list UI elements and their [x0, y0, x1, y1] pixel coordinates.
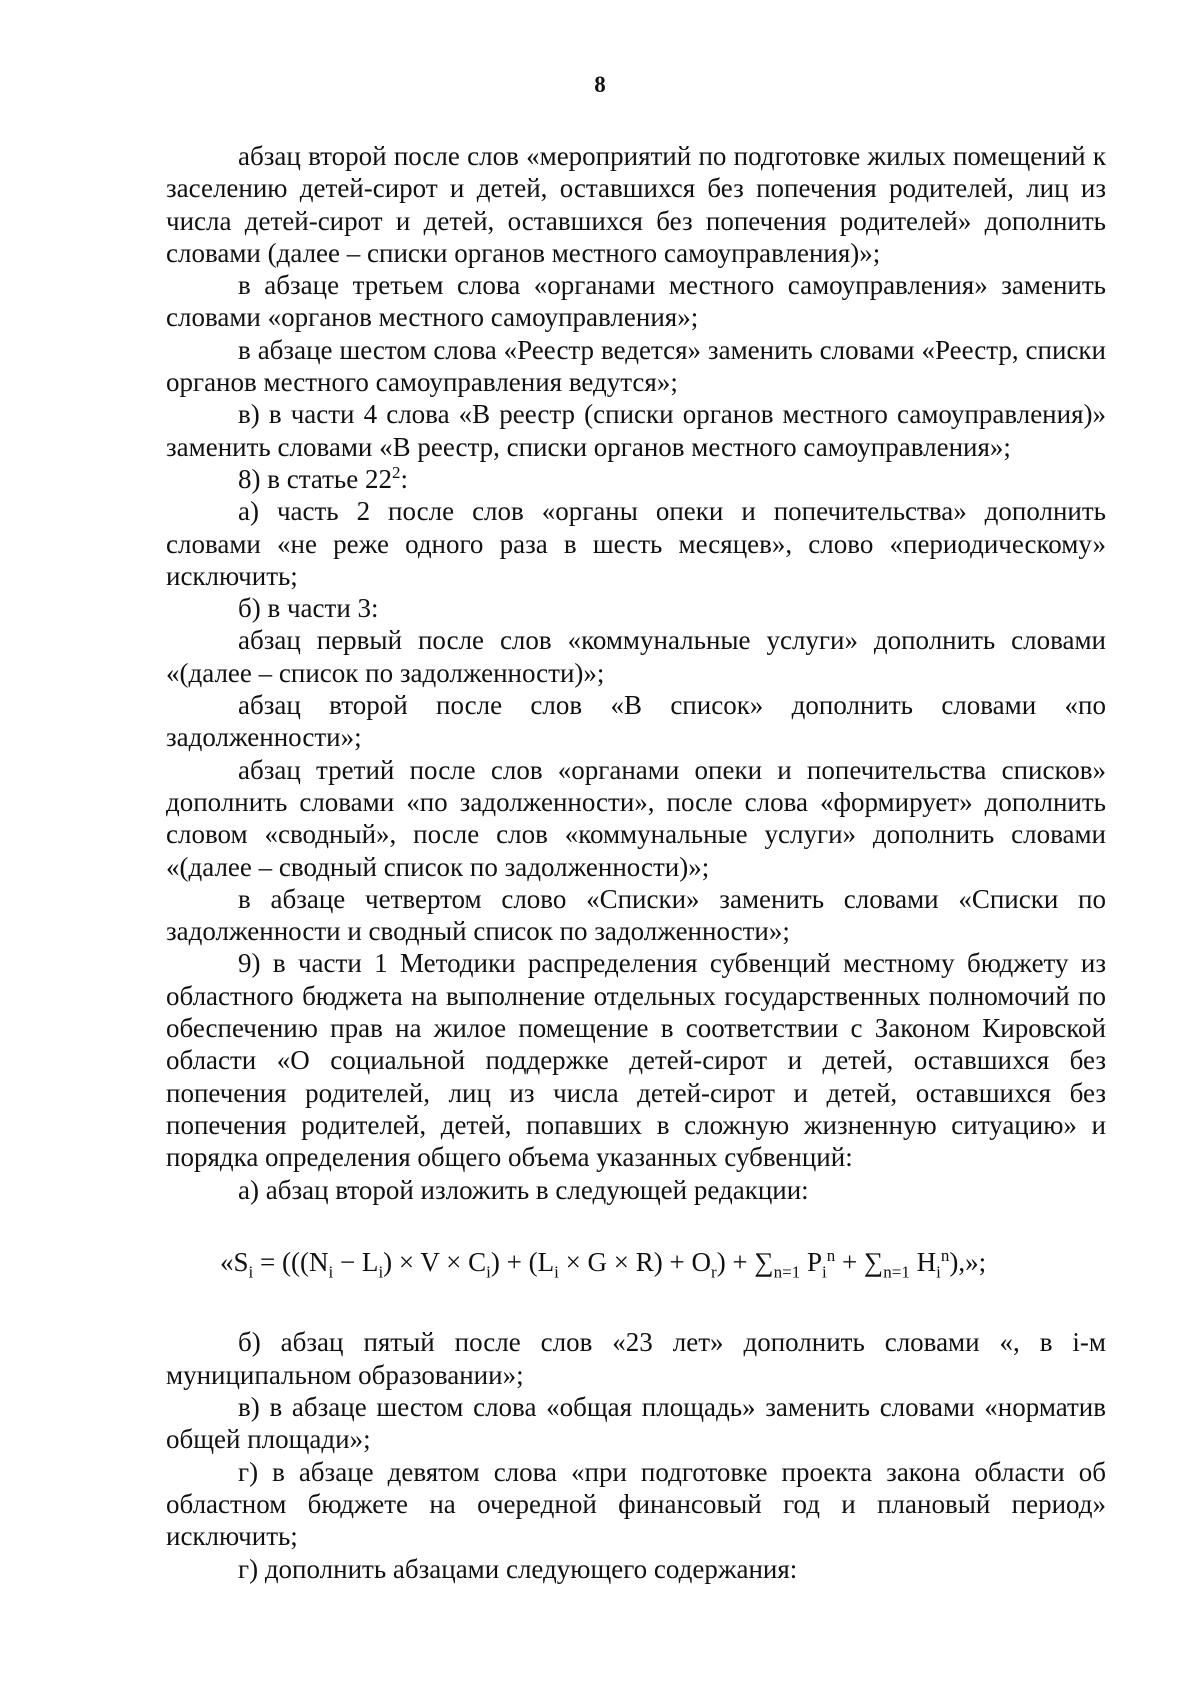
- document-body: [166, 140, 1106, 1585]
- formula-text: + ∑: [835, 1246, 884, 1277]
- paragraph: б) в части 3:: [238, 593, 379, 624]
- page-number: 8: [594, 72, 606, 97]
- article-superscript: 2: [391, 462, 401, 482]
- formula-superscript: n: [826, 1245, 836, 1265]
- paragraph: в) в части 4 слова «В реестр (списки органов местного самоуправления)» заменить словами «В реестр, списки органов местного самоуправления»;: [166, 399, 1106, 462]
- paragraph: в) в абзаце шестом слова «общая площадь» заменить словами «норматив общей площади»;: [166, 1392, 1106, 1455]
- article-prefix: 8) в статье 22: [238, 463, 392, 494]
- paragraph: г) в абзаце девятом слова «при подготовке проекта закона области об областном бюджете на очередной финансовый год и плановый период» исключить;: [166, 1456, 1106, 1552]
- paragraph: абзац первый после слов «коммунальные услуги» дополнить словами «(далее – список по задолженности)»;: [166, 625, 1106, 688]
- formula-text: P: [800, 1246, 823, 1277]
- formula-subscript: i: [248, 1262, 254, 1282]
- paragraph: абзац второй после слов «В список» дополнить словами «по задолженности»;: [166, 690, 1106, 753]
- formula-text: «S: [220, 1246, 249, 1277]
- paragraph: в абзаце шестом слова «Реестр ведется» заменить словами «Реестр, списки органов местного самоуправления ведутся»;: [166, 334, 1106, 398]
- article-suffix: :: [400, 463, 408, 494]
- formula-text: ),»;: [949, 1246, 987, 1277]
- paragraph: а) часть 2 после слов «органы опеки и попечительства» дополнить словами «не реже одного раза в шесть месяцев», слово «периодическому» исключить;: [166, 496, 1106, 591]
- formula-text: H: [909, 1246, 937, 1277]
- formula-text: ) × V × C: [383, 1246, 487, 1277]
- formula-text: = (((N: [253, 1246, 329, 1277]
- article-heading: [166, 463, 1106, 495]
- formula-text: × G × R) + O: [558, 1246, 712, 1277]
- formula-superscript: n: [940, 1245, 950, 1265]
- paragraph: г) дополнить абзацами следующего содержания:: [238, 1553, 798, 1584]
- paragraph: абзац второй после слов «мероприятий по подготовке жилых помещений к заселению детей-сирот и детей, оставшихся без попечения родителей, лиц из числа детей-сирот и детей, оставшихся без попечения родителей» дополнить словами (далее – списки органов местного самоуправления)»;: [166, 141, 1106, 268]
- formula-subscript: i: [936, 1262, 941, 1282]
- formula-subscript: i: [378, 1262, 384, 1282]
- formula-subscript: i: [822, 1262, 827, 1282]
- paragraph: а) абзац второй изложить в следующей редакции:: [238, 1174, 809, 1205]
- formula-text: − L: [333, 1246, 379, 1277]
- paragraph: в абзаце третьем слова «органами местного самоуправления» заменить словами «органов местного самоуправления»;: [166, 270, 1106, 333]
- formula-subscript: r: [711, 1262, 717, 1282]
- formula-text: ) + (L: [490, 1246, 555, 1277]
- subsidy-formula: [166, 1246, 1106, 1289]
- formula-subscript: i: [554, 1262, 559, 1282]
- formula-subscript: n=1: [883, 1262, 910, 1282]
- paragraph: б) абзац пятый после слов «23 лет» дополнить словами «, в i-м муниципальном образовании»;: [166, 1327, 1106, 1390]
- formula-subscript: i: [486, 1262, 491, 1282]
- formula-text: ) + ∑: [716, 1246, 774, 1277]
- paragraph: в абзаце четвертом слово «Списки» заменить словами «Списки по задолженности и сводный список по задолженности»;: [166, 883, 1106, 947]
- formula-subscript: n=1: [773, 1262, 801, 1282]
- paragraph: абзац третий после слов «органами опеки и попечительства списков» дополнить словами «по задолженности», после слова «формирует» дополнить словом «сводный», после слов «коммунальные услуги» дополнить словами «(далее – сводный список по задолженности)»;: [166, 754, 1106, 882]
- paragraph: 9) в части 1 Методики распределения субвенций местному бюджету из областного бюджета на выполнение отдельных государственных полномочий по обеспечению прав на жилое помещение в соответствии с Законом Кировской области «О социальной поддержке детей-сирот и детей, оставшихся без попечения родителей, лиц из числа детей-сирот и детей, оставшихся без попечения родителей, детей, попавших в сложную жизненную ситуацию» и порядка определения общего объема указанных субвенций:: [166, 948, 1106, 1173]
- formula-subscript: i: [328, 1262, 334, 1282]
